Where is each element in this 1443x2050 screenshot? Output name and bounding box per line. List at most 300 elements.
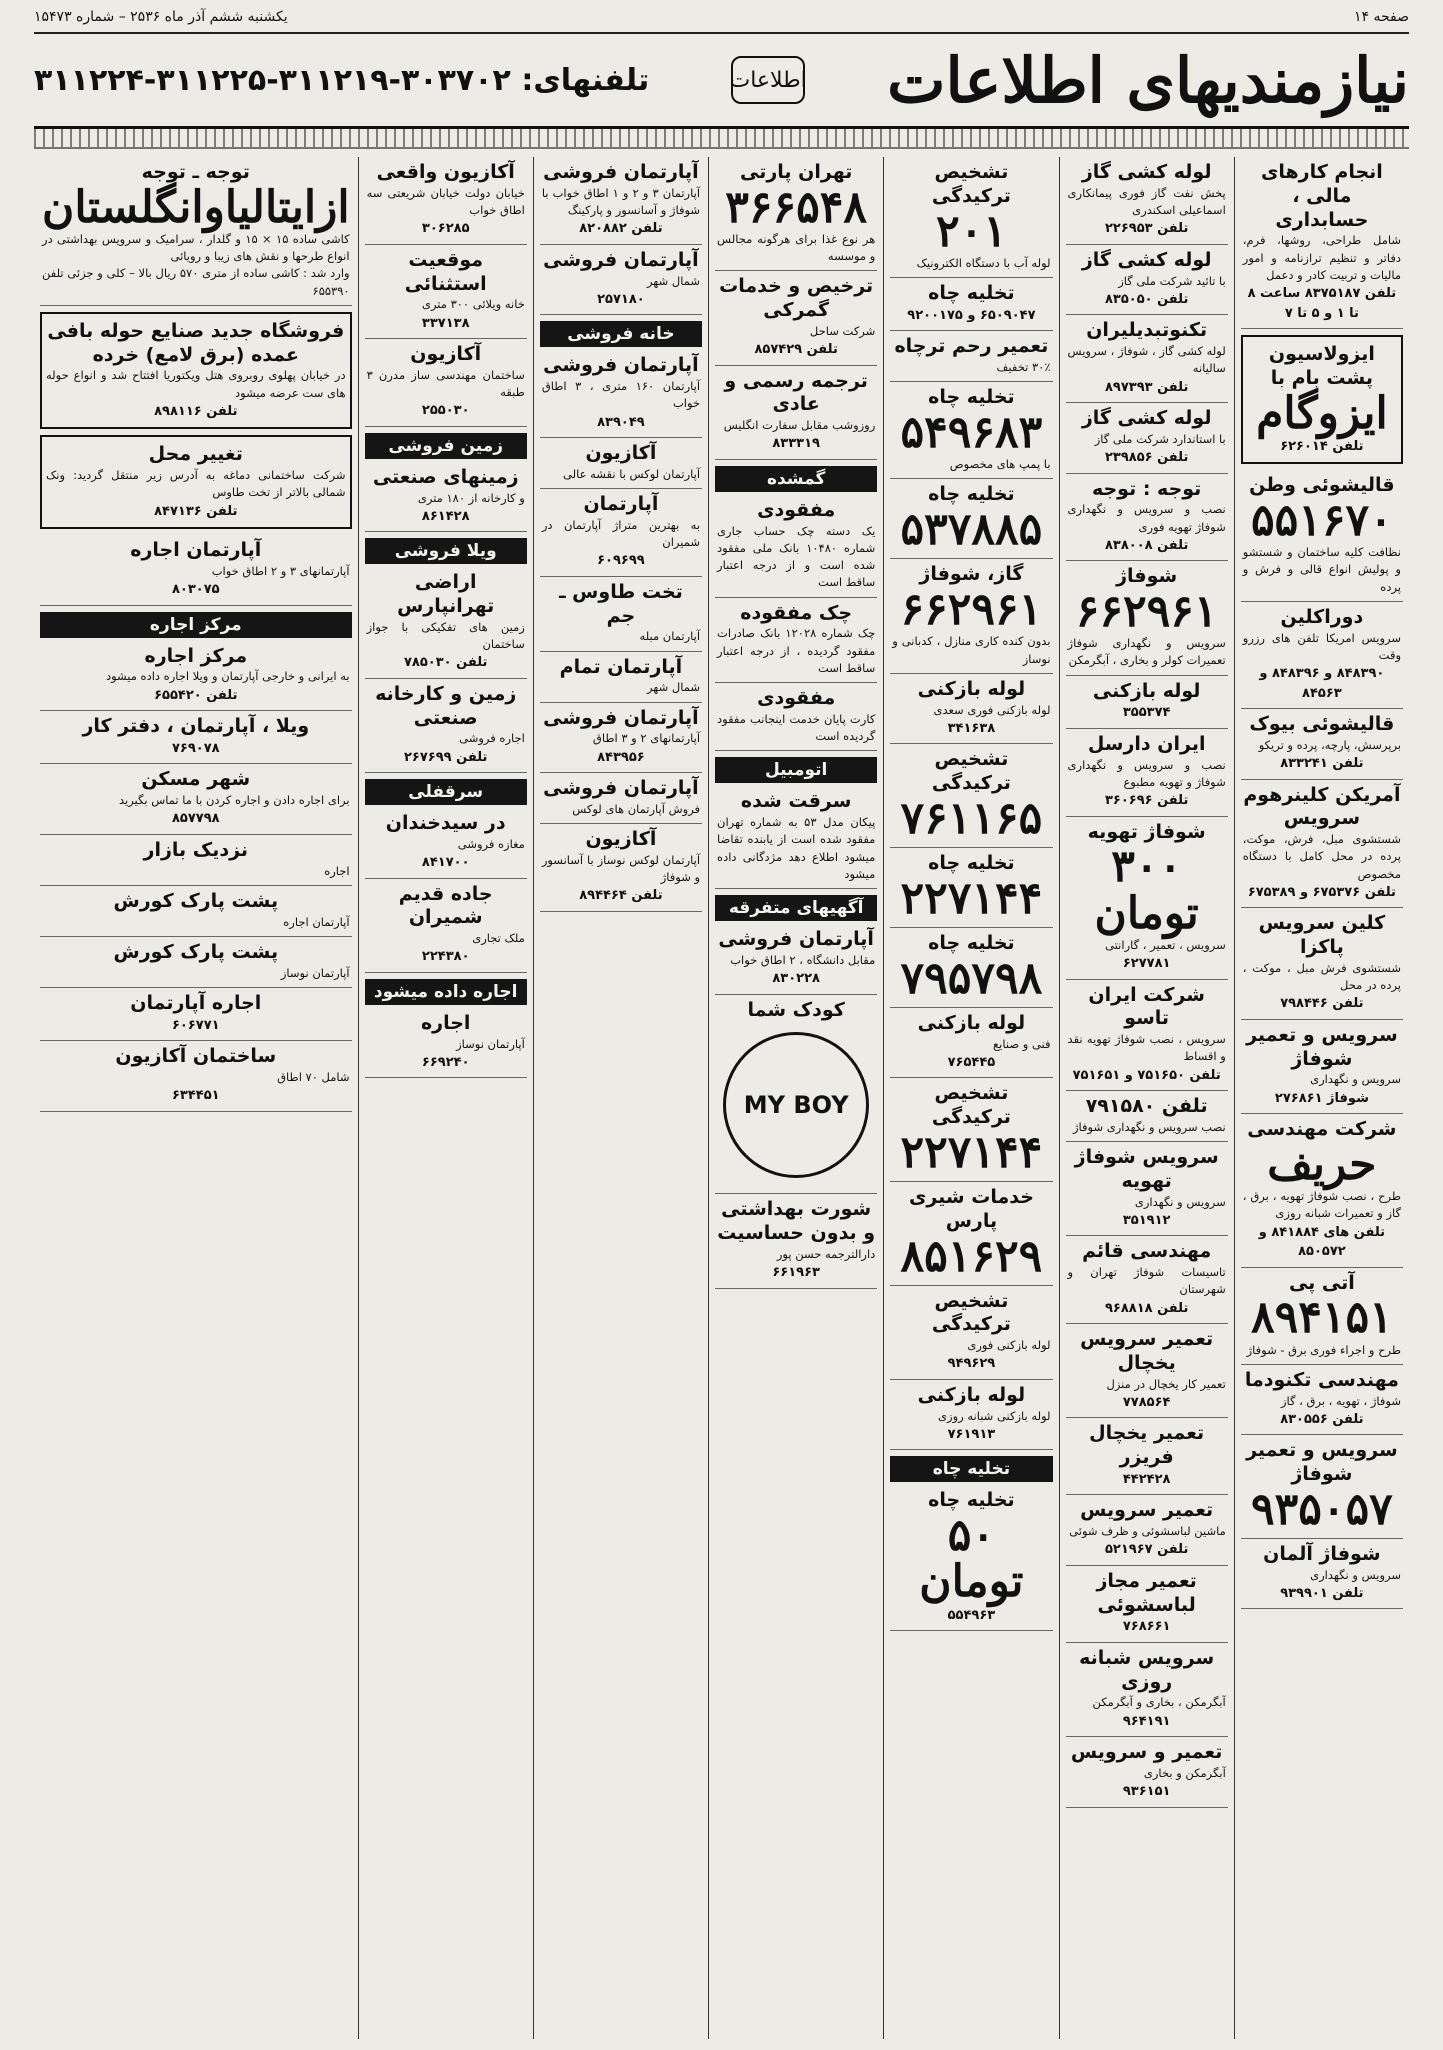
classified-ad bbox=[890, 1380, 1052, 1451]
newspaper-page bbox=[0, 2, 1443, 2050]
ad-title: ترخیص و خدمات گمرکی bbox=[719, 275, 874, 322]
classified-ad bbox=[1241, 157, 1403, 329]
ad-body: بدون کنده کاری منازل ، کدبانی و نوساز bbox=[892, 634, 1051, 666]
ad-phone: تلفن ۸۳۷۵۱۸۷ ساعت ۸ تا ۱ و ۵ تا ۷ bbox=[1247, 286, 1397, 321]
classified-ad bbox=[890, 157, 1052, 278]
classified-ad bbox=[40, 535, 352, 606]
classified-ad bbox=[890, 479, 1052, 559]
classified-ad bbox=[365, 462, 527, 533]
ad-body: لوله بازکنی شبانه روزی bbox=[938, 1408, 1051, 1423]
ad-big-number: ایزوگام bbox=[1256, 387, 1388, 439]
ad-phone: ۶۵۰۹۰۴۷ و ۹۲۰۰۱۷۵ bbox=[907, 307, 1036, 323]
ad-title: آمریکن کلینرهوم سرویس bbox=[1243, 783, 1401, 830]
ad-phone: تلفن ۸۹۴۴۶۴ bbox=[579, 888, 663, 904]
classified-ad bbox=[1066, 1495, 1228, 1566]
ad-phone: تلفن ۹۳۹۹۰۱ bbox=[1280, 1585, 1364, 1601]
ad-title: قالیشوئی وطن bbox=[1249, 474, 1395, 497]
ad-body: آپارتمان ۱۶۰ متری ، ۳ اطاق خواب bbox=[541, 379, 701, 411]
ad-title: تخت طاوس ـ جم bbox=[559, 580, 683, 627]
ad-title: شوفاژ bbox=[1116, 565, 1178, 588]
top-line bbox=[34, 2, 1409, 34]
ad-body: سرویس امریکا تلفن های رزرو وقت bbox=[1242, 630, 1401, 662]
ad-body: شامل طراحی، روشها، فرم، دفاتر و تنظیم ترازنامه و امور مالیات و تربیت کادر و دعمل bbox=[1242, 233, 1401, 282]
ad-phone: ۶۶۹۲۴۰ bbox=[421, 1054, 470, 1070]
ad-body: آپارتمانهای ۲ و ۳ اطاق bbox=[592, 731, 701, 746]
ad-body: کاشی ساده ۱۵ × ۱۵ و گلدار ، سرامیک و سرویس بهداشتی در انواع طرحها و نقش های زیبا و رویائی bbox=[42, 231, 350, 264]
ad-phone: ۳۵۱۹۱۲ bbox=[1122, 1212, 1171, 1228]
ad-title: شوفاژ آلمان bbox=[1263, 1542, 1381, 1565]
classified-ad bbox=[890, 744, 1052, 848]
classified-ad bbox=[40, 1041, 352, 1112]
ad-title: لوله کشی گاز bbox=[1081, 407, 1212, 429]
ad-phone: تلفن ۲۲۶۹۵۳ bbox=[1104, 221, 1189, 237]
classified-ad bbox=[1066, 980, 1228, 1092]
classified-ad bbox=[715, 786, 877, 889]
ad-phone: تلفن ۶۵۵۴۲۰ bbox=[154, 687, 238, 703]
ad-phone: تلفن ۲۶۷۶۹۹ bbox=[404, 749, 488, 765]
ad-title: ایزولاسیون پشت بام با bbox=[1268, 343, 1375, 389]
ad-title: آپارتمان فروشی bbox=[543, 248, 699, 271]
ad-phone: ۷۶۹۰۷۸ bbox=[171, 740, 220, 756]
ad-body: سرویس ، نصب شوفاژ تهویه نقد و اقساط bbox=[1067, 1032, 1226, 1064]
ad-body: مغازه فروشی bbox=[457, 836, 525, 851]
classified-ad bbox=[715, 924, 877, 995]
ad-big-number: ۲۲۷۱۴۴ bbox=[900, 872, 1043, 924]
ad-phone: ۶۳۴۴۵۱ bbox=[171, 1088, 220, 1104]
ad-phone: تلفن ۷۵۱۶۵۰ و ۷۵۱۶۵۱ bbox=[1072, 1067, 1221, 1083]
ad-phone: تلفن ۳۶۰۶۹۶ bbox=[1104, 793, 1189, 809]
section-heading: ویلا فروشی bbox=[365, 538, 527, 564]
ad-title: توجه : توجه bbox=[1091, 477, 1202, 500]
ad-big-number: ۳۶۶۵۴۸ bbox=[725, 181, 868, 233]
classified-ad bbox=[1241, 1435, 1403, 1539]
ad-phone: ۶۶۱۹۶۳ bbox=[772, 1265, 820, 1281]
classified-ad bbox=[40, 641, 352, 712]
ad-big-number: حریف bbox=[1267, 1138, 1377, 1190]
section-heading: مرکز اجاره bbox=[40, 612, 352, 638]
ad-phone: تلفن ۵۲۱۹۶۷ bbox=[1104, 1542, 1189, 1558]
classified-ad bbox=[1066, 817, 1228, 980]
classified-ad bbox=[40, 435, 352, 529]
ad-body: اجاره فروشی bbox=[459, 731, 525, 746]
ad-body: آپارتمان لوکس با نقشه عالی bbox=[562, 466, 701, 481]
ad-body: مقابل دانشگاه ، ۲ اطاق خواب bbox=[730, 952, 876, 967]
ad-title: مرکز اجاره bbox=[144, 644, 248, 667]
ad-title: ایران دارسل bbox=[1087, 732, 1206, 755]
classified-ad bbox=[1241, 1539, 1403, 1610]
ad-title: تخلیه چاه bbox=[928, 1489, 1015, 1512]
ad-body: نصب سرویس و نگهداری شوفاژ bbox=[1072, 1119, 1226, 1134]
ad-title: اراضی تهرانپارس bbox=[397, 571, 495, 617]
classified-ad bbox=[890, 848, 1052, 928]
ad-title: در سیدخندان bbox=[385, 812, 506, 834]
classified-ad bbox=[1066, 1737, 1228, 1808]
ad-phone: ۳۰۶۲۸۵ bbox=[421, 221, 470, 237]
ad-phone: ۴۴۲۴۲۸ bbox=[1122, 1471, 1171, 1487]
ad-phone: ۲۲۴۳۸۰ bbox=[421, 949, 470, 965]
ad-title: تشخیص ترکیدگی bbox=[931, 1289, 1011, 1336]
ad-title: لوله بازکنی bbox=[917, 677, 1026, 700]
classified-ad bbox=[365, 879, 527, 973]
ad-body: یک دسته چک حساب جاری شماره ۱۰۴۸۰ بانک ملی مفقود شده است و از درجه اعتبار ساقط است bbox=[717, 523, 876, 590]
ad-phone: تلفن ۸۳۵۰۵۰ bbox=[1104, 291, 1189, 307]
ad-phone: ۵۵۴۹۶۳ bbox=[947, 1607, 996, 1623]
ad-phone: ۲۵۷۱۸۰ bbox=[597, 291, 645, 307]
classified-ad bbox=[1241, 908, 1403, 1020]
ad-title: سرقت شده bbox=[740, 790, 852, 813]
ad-phone: ۲۵۵۰۳۰ bbox=[421, 403, 470, 419]
ad-body: زمین های تفکیکی با جواز ساختمان bbox=[366, 619, 525, 651]
ad-body: فنی و صنایع bbox=[993, 1036, 1051, 1051]
ad-body: و کارخانه از ۱۸۰ متری bbox=[417, 490, 525, 505]
classified-ad bbox=[540, 157, 702, 245]
ad-title: تخلیه چاه bbox=[928, 483, 1015, 506]
ad-body: روزوشب مقابل سفارت انگلیس bbox=[723, 418, 876, 433]
section-heading: تخلیه چاه bbox=[890, 1456, 1052, 1482]
ad-big-number: ۲۲۷۱۴۴ bbox=[900, 1126, 1043, 1178]
classified-ad bbox=[40, 157, 352, 306]
classified-ad bbox=[365, 808, 527, 879]
ad-title: فروشگاه جدید صنایع حوله بافی عمده (برق لامع) خرده bbox=[47, 319, 345, 366]
page-title: نیازمندیهای اطلاعات bbox=[887, 43, 1409, 117]
ad-body: هر نوع غذا برای هرگونه مجالس و موسسه bbox=[717, 231, 876, 264]
ad-phone: تلفن ۸۳۳۲۴۱ bbox=[1280, 756, 1364, 772]
section-heading: آگهیهای متفرقه bbox=[715, 895, 877, 921]
section-heading: اتومبیل bbox=[715, 757, 877, 783]
classified-ad bbox=[1241, 709, 1403, 780]
ad-body: شمال شهر bbox=[646, 680, 701, 695]
classified-ad bbox=[365, 339, 527, 427]
ad-body: طرح ، نصب شوفاژ تهویه ، برق ، گاز و تعمیرات شبانه روزی bbox=[1242, 1189, 1401, 1221]
ad-body: شوفاژ ، تهویه ، برق ، گاز bbox=[1280, 1393, 1401, 1408]
ad-title: شوفاژ تهویه bbox=[1087, 820, 1206, 843]
ad-phone: ۸۶۱۴۲۸ bbox=[421, 508, 470, 524]
classified-ad bbox=[1241, 780, 1403, 909]
ad-title: لوله بازکنی bbox=[917, 1383, 1026, 1406]
classified-ad bbox=[1066, 1418, 1228, 1495]
ad-phone: ۸۵۷۷۹۸ bbox=[171, 811, 220, 827]
classified-ad bbox=[365, 567, 527, 679]
ad-body: فروش آپارتمان های لوکس bbox=[572, 801, 701, 816]
classified-ad bbox=[1066, 1566, 1228, 1643]
classified-ad bbox=[1241, 1268, 1403, 1365]
ad-body: تاسیسات شوفاژ تهران و شهرستان bbox=[1067, 1265, 1226, 1297]
ad-body: لوله بازکنی فوری سعدی bbox=[933, 702, 1051, 717]
ad-body: دارالترجمه حسن پور bbox=[776, 1246, 876, 1261]
classified-ad bbox=[890, 331, 1052, 382]
classified-ad bbox=[890, 278, 1052, 331]
ad-title: سرویس شوفاژ تهویه bbox=[1074, 1146, 1219, 1192]
ad-title: ویلا ، آپارتمان ، دفتر کار bbox=[82, 715, 310, 738]
ad-title: آکازیون bbox=[410, 343, 482, 365]
ad-title: سرویس شبانه روزی bbox=[1079, 1646, 1215, 1693]
emblem-logo: اطلاعات bbox=[731, 56, 805, 104]
classified-ad bbox=[715, 271, 877, 365]
ad-phone: ۸۳۹۰۴۹ bbox=[597, 414, 645, 430]
ad-phone: ۸۴۳۹۵۶ bbox=[597, 749, 645, 765]
ad-title: تغییر محل bbox=[148, 443, 243, 466]
ad-body: چک شماره ۱۲۰۲۸ بانک صادرات مفقود گردیده ، از درجه اعتبار ساقط است bbox=[717, 626, 876, 675]
ad-body: آپارتمان لوکس نوساز با آسانسور و شوفاژ bbox=[541, 852, 701, 884]
ad-title: پشت پارک کورش bbox=[113, 940, 279, 963]
ad-body: با تائید شرکت ملی گاز bbox=[1118, 273, 1226, 288]
ad-title: مهندسی قائم bbox=[1082, 1240, 1212, 1263]
classified-ad bbox=[1066, 315, 1228, 403]
ad-big-number: ۳۰۰ تومان bbox=[1094, 841, 1199, 939]
ad-title: آکازیون bbox=[585, 828, 657, 850]
ad-title: دوراکلین bbox=[1280, 605, 1364, 628]
ad-title: پشت پارک کورش bbox=[113, 889, 279, 912]
ad-phone: تلفن ۶۲۶۰۱۴ bbox=[1280, 438, 1364, 454]
classified-ad bbox=[540, 773, 702, 824]
ad-phone: ۶۲۷۷۸۱ bbox=[1122, 956, 1171, 972]
classified-ad bbox=[540, 350, 702, 438]
ad-big-number: ۸۵۱۶۲۹ bbox=[900, 1230, 1043, 1282]
ad-body: لوله آب با دستگاه الکترونیک bbox=[916, 255, 1051, 270]
ad-column bbox=[1059, 157, 1234, 2039]
ad-title: تهران پارتی bbox=[739, 161, 853, 183]
classified-ad bbox=[1066, 474, 1228, 562]
ad-title: تشخیص ترکیدگی bbox=[931, 748, 1011, 794]
ad-body: آبگرمکن و بخاری bbox=[1143, 1765, 1226, 1780]
section-heading: سرقفلی bbox=[365, 779, 527, 805]
ad-title: تعمیر و سرویس bbox=[1070, 1741, 1223, 1764]
ad-big-number: ۲۰۱ bbox=[935, 205, 1007, 257]
ad-body: طرح و اجراء فوری برق - شوفاژ bbox=[1246, 1342, 1401, 1357]
ad-title: خدمات شیری پارس bbox=[908, 1186, 1034, 1232]
classified-ad bbox=[890, 674, 1052, 745]
ad-title: ترجمه رسمی و عادی bbox=[724, 369, 868, 416]
ad-phone: تلفن ۲۳۹۸۵۶ bbox=[1104, 450, 1189, 465]
classified-ad bbox=[1241, 1114, 1403, 1267]
ad-title: چک مفقوده bbox=[740, 601, 853, 624]
ad-title: لوله کشی گاز bbox=[1081, 248, 1212, 271]
ad-body: پخش نفت گاز فوری پیمانکاری اسماعیلی اسکندری bbox=[1067, 185, 1226, 217]
ad-column bbox=[533, 157, 708, 2039]
ad-title: آپارتمان bbox=[583, 493, 659, 515]
classified-ad bbox=[1066, 157, 1228, 245]
ad-big-number: ۸۹۴۱۵۱ bbox=[1250, 1292, 1393, 1344]
ad-title: تعمیر یخچال فریزر bbox=[1089, 1422, 1205, 1469]
classified-ad bbox=[890, 382, 1052, 479]
ads-columns bbox=[34, 157, 1409, 2039]
section-heading: اجاره داده میشود bbox=[365, 979, 527, 1005]
classified-ad bbox=[365, 245, 527, 339]
ad-title: تشخیص ترکیدگی bbox=[931, 1082, 1011, 1129]
ad-title: آپارتمان فروشی bbox=[543, 161, 699, 183]
ad-body: برای اجاره دادن و اجاره کردن با ما تماس بگیرید bbox=[118, 793, 350, 808]
ad-title: سرویس و تعمیر شوفاژ bbox=[1246, 1439, 1398, 1485]
ad-phone: ۶۰۶۷۷۱ bbox=[171, 1017, 220, 1033]
ad-body: سرویس و نگهداری bbox=[1310, 1072, 1401, 1087]
ad-title: نزدیک بازار bbox=[143, 838, 249, 861]
ad-body: آپارتمان نوساز bbox=[456, 1036, 525, 1051]
ad-phone: ۷۶۱۹۱۳ bbox=[947, 1426, 996, 1442]
classified-ad bbox=[1066, 245, 1228, 316]
ad-body: آبگرمکن ، بخاری و آبگرمکن bbox=[1092, 1695, 1226, 1710]
ad-phone: تلفن های ۸۴۱۸۸۴ و ۸۵۰۵۷۲ bbox=[1258, 1224, 1386, 1260]
section-heading: زمین فروشی bbox=[365, 433, 527, 459]
page-label: صفحه ۱۴ bbox=[1353, 9, 1409, 25]
ad-title: تخلیه چاه bbox=[928, 386, 1015, 409]
ad-body: سرویس ، تعمیر ، گارانتی bbox=[1105, 937, 1226, 952]
ad-title: اجاره bbox=[420, 1011, 471, 1034]
ad-phone: تلفن ۸۴۷۱۳۶ bbox=[154, 503, 238, 519]
ad-phone: تلفن ۸۳۸۰۰۸ bbox=[1104, 537, 1189, 553]
classified-ad bbox=[1066, 1643, 1228, 1737]
classified-ad bbox=[540, 438, 702, 489]
ad-title: کودک شما bbox=[747, 998, 845, 1021]
ad-phone: ۸۳۳۳۱۹ bbox=[772, 436, 820, 452]
ad-title: قالیشوئی بیوک bbox=[1249, 713, 1395, 736]
ad-title: آپارتمان اجاره bbox=[130, 539, 262, 562]
classified-ad bbox=[1241, 470, 1403, 602]
classified-ad bbox=[715, 495, 877, 598]
ad-title: گاز، شوفاژ bbox=[919, 563, 1024, 586]
ad-phone: تلفن ۷۸۵۰۳۰ bbox=[404, 655, 488, 671]
classified-ad bbox=[890, 928, 1052, 1008]
ad-title: مفقودی bbox=[757, 687, 836, 710]
classified-ad bbox=[890, 1182, 1052, 1286]
ad-body: نصب و سرویس و نگهداری شوفاژ تهویه فوری bbox=[1067, 502, 1226, 534]
ad-phone: ۳۴۱۶۳۸ bbox=[947, 720, 996, 736]
ad-big-number: ۵۰ تومان bbox=[919, 1510, 1024, 1608]
ad-phone: تلفن ۸۵۷۴۲۹ bbox=[754, 342, 838, 358]
classified-ad bbox=[890, 1286, 1052, 1380]
classified-ad bbox=[890, 1078, 1052, 1182]
classified-ad bbox=[1066, 561, 1228, 675]
ad-title: آپارتمان تمام bbox=[559, 655, 683, 678]
classified-ad bbox=[1066, 1236, 1228, 1324]
classified-ad bbox=[40, 312, 352, 430]
ad-title: توجه ـ توجه bbox=[141, 161, 250, 183]
classified-ad bbox=[40, 711, 352, 764]
classified-ad bbox=[1241, 602, 1403, 709]
classified-ad bbox=[715, 366, 877, 460]
ad-phone: شوفاژ ۲۷۶۸۶۱ bbox=[1274, 1090, 1369, 1106]
ad-phone: ۳۵۵۳۷۴ bbox=[1122, 705, 1171, 721]
ad-body: شمال شهر bbox=[646, 273, 701, 288]
ad-body: برپرسش، پارچه، پرده و تریکو bbox=[1258, 737, 1401, 752]
ad-title: آکازیون bbox=[585, 442, 657, 464]
ad-body: شرکت ساحل bbox=[809, 323, 876, 338]
ad-title: مفقودی bbox=[757, 498, 836, 521]
ad-title: شورت بهداشتی و بدون حساسیت bbox=[717, 1198, 876, 1245]
classified-ad bbox=[1241, 1020, 1403, 1114]
ad-phone: تلفن ۶۷۵۳۷۶ و ۶۷۵۳۸۹ bbox=[1247, 884, 1396, 900]
ad-phone: تلفن ۸۹۸۱۱۶ bbox=[154, 403, 238, 419]
classified-ad bbox=[715, 1194, 877, 1288]
ad-body: با پمپ های مخصوص bbox=[949, 457, 1051, 472]
classified-ad bbox=[1066, 1142, 1228, 1236]
ad-body: نظافت کلیه ساختمان و شستشو و پولیش انواع قالی و فرش و پرده bbox=[1242, 545, 1401, 594]
classified-ad bbox=[540, 824, 702, 912]
ad-phone: ۳۳۷۱۳۸ bbox=[421, 315, 470, 331]
ad-title: کلین سرویس پاکزا bbox=[1258, 912, 1386, 959]
ad-title: آکازیون واقعی bbox=[376, 161, 515, 183]
ad-body: اجاره bbox=[324, 863, 350, 878]
ad-body: ماشین لباسشوئی و ظرف شوئی bbox=[1069, 1524, 1226, 1539]
masthead-phones: تلفنهای: ۳۰۳۷۰۲-۳۱۱۲۱۹-۳۱۱۲۲۵-۳۱۱۲۲۴ bbox=[34, 62, 650, 98]
classified-ad bbox=[365, 157, 527, 245]
ad-big-number: ۷۹۵۷۹۸ bbox=[900, 952, 1043, 1004]
classified-ad bbox=[890, 559, 1052, 673]
ad-column bbox=[34, 157, 358, 2039]
classified-ad bbox=[715, 683, 877, 751]
date-line: یکشنبه ششم آذر ماه ۲۵۳۶ – شماره ۱۵۴۷۳ bbox=[34, 9, 288, 25]
ad-title: شهر مسکن bbox=[141, 768, 251, 791]
classified-ad bbox=[1066, 1091, 1228, 1142]
classified-ad bbox=[890, 1008, 1052, 1079]
classified-ad bbox=[715, 598, 877, 684]
ad-title: تعمیر سرویس bbox=[1080, 1499, 1214, 1522]
classified-ad bbox=[890, 1485, 1052, 1631]
ad-phone: ۹۶۴۱۹۱ bbox=[1122, 1713, 1171, 1729]
ad-phone: ۷۶۸۶۶۱ bbox=[1122, 1619, 1171, 1635]
ad-body: آپارتمان نوساز bbox=[280, 965, 350, 980]
classified-ad bbox=[40, 988, 352, 1041]
section-heading: خانه فروشی bbox=[540, 321, 702, 347]
classified-ad bbox=[1241, 1365, 1403, 1436]
ad-body: آپارتمان ۳ و ۲ و ۱ اطاق خواب با شوفاژ و آسانسور و پارکینگ bbox=[541, 185, 701, 217]
ad-title: آپارتمان فروشی bbox=[543, 777, 699, 799]
ad-title: جاده قدیم شمیران bbox=[398, 882, 493, 929]
classified-ad bbox=[540, 652, 702, 703]
ad-phone: ۷۷۸۵۶۴ bbox=[1122, 1394, 1171, 1410]
ad-body: سرویس و نگهداری شوفاژ تعمیرات کولر و بخاری ، آبگرمکن bbox=[1067, 636, 1226, 668]
ad-title: تشخیص ترکیدگی bbox=[931, 161, 1011, 207]
ad-title: تکنوتبدیلیران bbox=[1086, 319, 1208, 342]
ad-big-number: ۵۵۱۶۷۰ bbox=[1250, 494, 1393, 546]
ad-title: آپارتمان فروشی bbox=[543, 706, 699, 729]
ad-phone: تلفن ۸۹۷۳۹۳ bbox=[1104, 379, 1189, 395]
classified-ad bbox=[1066, 729, 1228, 817]
ad-body: ۳۰٪ تخفیف bbox=[996, 359, 1051, 374]
ad-title: تلفن ۷۹۱۵۸۰ bbox=[1085, 1095, 1208, 1118]
ad-title: زمین و کارخانه صنعتی bbox=[375, 682, 517, 729]
ad-body: پیکان مدل ۵۳ به شماره تهران مفقود شده است از یابنده تقاضا میشود اطلاع دهد مژدگانی داده میشود bbox=[717, 815, 876, 881]
classified-ad bbox=[540, 489, 702, 577]
ad-note: وارد شد : کاشی ساده از متری ۵۷۰ ریال بالا – کلی و جزئی تلفن ۶۵۵۳۹۰ bbox=[42, 266, 350, 298]
ad-body: به ایرانی و خارجی آپارتمان و ویلا اجاره داده میشود bbox=[105, 669, 350, 684]
ad-phone: ۸۰۳۰۷۵ bbox=[171, 582, 220, 598]
ad-body: ملک تجاری bbox=[472, 931, 525, 945]
ad-title: مهندسی تکنودما bbox=[1244, 1368, 1399, 1391]
classified-ad bbox=[1066, 1324, 1228, 1418]
ad-body: لوله کشی گاز ، شوفاژ ، سرویس سالیانه bbox=[1067, 344, 1226, 376]
classified-ad bbox=[365, 679, 527, 773]
ad-phone: ۹۴۹۶۲۹ bbox=[947, 1356, 996, 1372]
ad-big-number: ۷۶۱۱۶۵ bbox=[900, 792, 1043, 844]
masthead-strip bbox=[34, 129, 1409, 149]
ad-title: آپارتمان فروشی bbox=[543, 354, 699, 377]
ad-body: ساختمان مهندسی ساز مدرن ۳ طبقه bbox=[366, 367, 525, 399]
ad-body: شستشوی مبل، فرش، موکت، پرده در محل کامل با دستگاه مخصوص bbox=[1242, 832, 1401, 881]
masthead bbox=[34, 34, 1409, 129]
ad-body: سرویس و نگهداری bbox=[1310, 1567, 1401, 1582]
classified-ad bbox=[40, 937, 352, 988]
ad-body: نصب و سرویس و نگهداری شوفاژ و تهویه مطبوع bbox=[1067, 757, 1226, 789]
ad-body: شامل ۷۰ اطاق bbox=[277, 1069, 350, 1084]
ad-body: به بهترین متراژ آپارتمان در شمیران bbox=[541, 517, 701, 549]
ad-body: آپارتمانهای ۳ و ۲ اطاق خواب bbox=[211, 563, 350, 578]
ad-title: زمینهای صنعتی bbox=[372, 465, 519, 488]
ad-big-number: ۶۶۲۹۶۱ bbox=[900, 584, 1043, 636]
classified-ad bbox=[40, 764, 352, 835]
my-boy-logo: MY BOY bbox=[723, 1032, 869, 1178]
ad-phone: ۷۶۵۴۴۵ bbox=[947, 1054, 996, 1070]
classified-ad bbox=[1066, 403, 1228, 474]
